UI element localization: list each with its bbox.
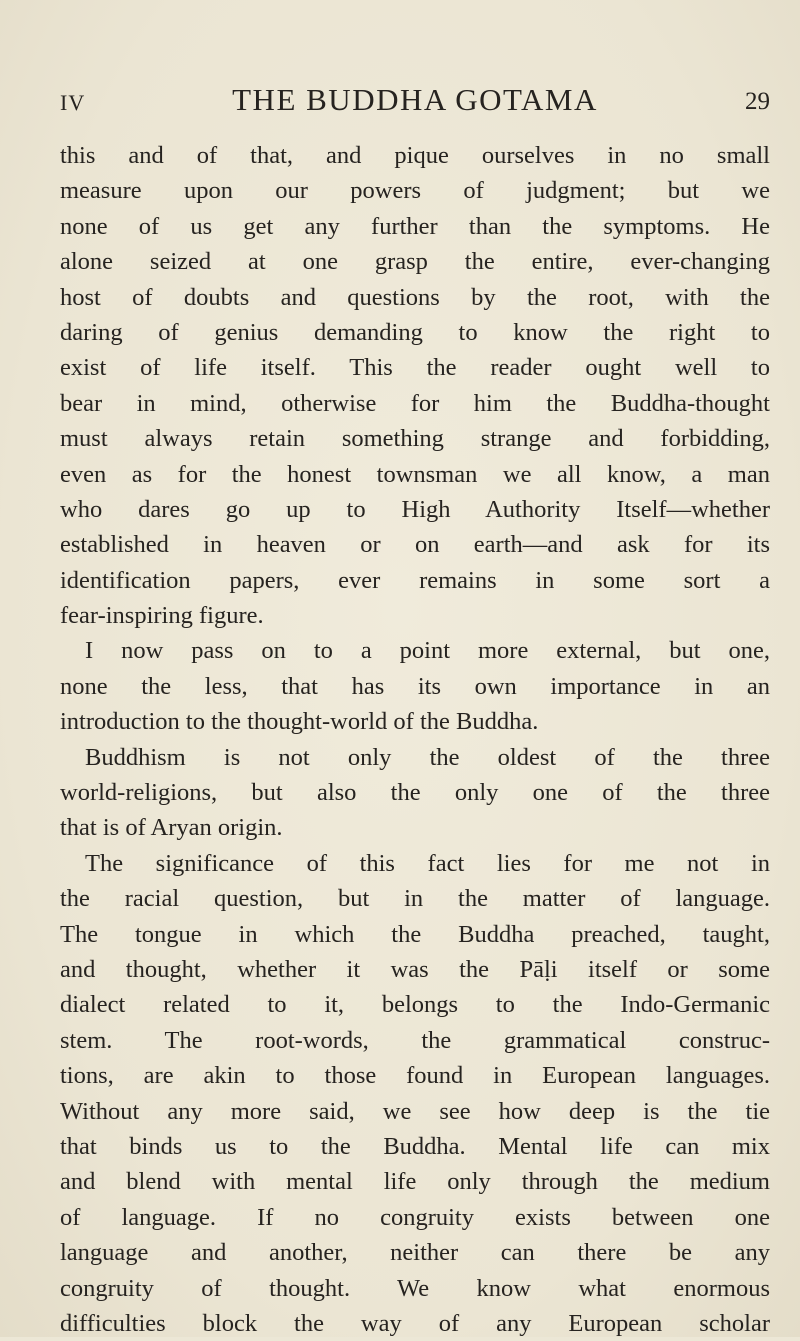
text-line: established in heaven or on earth—and ask for its (60, 531, 770, 559)
text-line: none of us get any further than the symptoms. He (60, 212, 770, 240)
text-line: host of doubts and questions by the root, with the (60, 283, 770, 311)
text-line: measure upon our powers of judgment; but we (60, 177, 770, 205)
chapter-number: IV (60, 90, 86, 115)
text-line: difficulties block the way of any European scholar (60, 1309, 770, 1337)
text-line: and blend with mental life only through the medium (60, 1168, 770, 1196)
text-line: that is of Aryan origin. (60, 814, 283, 842)
text-line: congruity of thought. We know what enormous (60, 1274, 770, 1302)
text-line: dialect related to it, belongs to the Indo-Germanic (60, 991, 770, 1019)
body-text (60, 138, 770, 1341)
text-line: stem. The root-words, the grammatical construc- (60, 1026, 770, 1054)
page-number: 29 (745, 88, 770, 115)
text-line: bear in mind, otherwise for him the Buddha-thought (60, 389, 770, 417)
text-line: the racial question, but in the matter of language. (60, 885, 770, 913)
text-line: tions, are akin to those found in European languages. (60, 1062, 770, 1090)
text-line: this and of that, and pique ourselves in no small (60, 142, 770, 169)
text-line: I now pass on to a point more external, but one, (85, 637, 770, 665)
text-line: none the less, that has its own importance in an (60, 672, 770, 700)
text-line: who dares go up to High Authority Itself—whether (60, 495, 770, 523)
text-line: of language. If no congruity exists between one (60, 1203, 770, 1231)
text-line: and thought, whether it was the Pāḷi itself or some (60, 955, 770, 983)
text-line: identification papers, ever remains in some sort a (60, 566, 770, 594)
text-line: The tongue in which the Buddha preached, taught, (60, 920, 770, 948)
text-line: fear-inspiring figure. (60, 602, 264, 630)
text-line: exist of life itself. This the reader ought well to (60, 354, 770, 382)
text-line: alone seized at one grasp the entire, ever-changing (60, 248, 770, 276)
running-head (60, 82, 770, 122)
text-line: introduction to the thought-world of the Buddha. (60, 708, 539, 736)
text-line: Without any more said, we see how deep is the tie (60, 1097, 770, 1125)
text-line: that binds us to the Buddha. Mental life can mix (60, 1132, 770, 1160)
text-line: The significance of this fact lies for me not in (85, 849, 770, 877)
text-line: even as for the honest townsman we all know, a man (60, 460, 770, 488)
running-title: THE BUDDHA GOTAMA (232, 82, 598, 117)
text-line: must always retain something strange and forbidding, (60, 425, 770, 453)
text-line: world-religions, but also the only one of the three (60, 779, 770, 807)
text-line: language and another, neither can there be any (60, 1239, 770, 1267)
text-line: Buddhism is not only the oldest of the three (85, 743, 770, 771)
text-line: daring of genius demanding to know the right to (60, 318, 770, 346)
